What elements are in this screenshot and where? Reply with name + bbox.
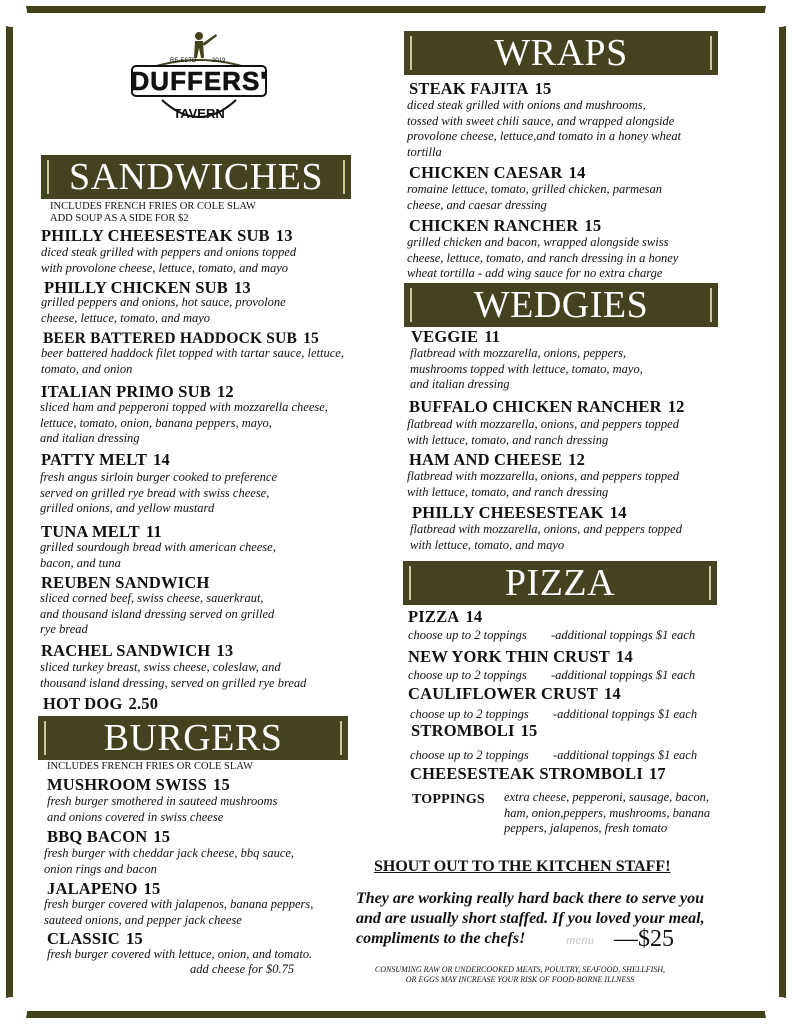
item-name: PHILLY CHEESESTEAK [412, 503, 604, 522]
item-description: sliced ham and pepperoni topped with mozzarella cheese, lettuce, tomato, onion, banana peppers, mayo, and italian dressing [40, 400, 328, 445]
item-price: 15 [213, 775, 230, 794]
item-price: 17 [648, 764, 666, 783]
burgers-banner [38, 716, 348, 760]
item-description: fresh burger covered with jalapenos, banana peppers, sauteed onions, and pepper jack cheese [44, 897, 314, 927]
item-name: HAM AND CHEESE [409, 450, 563, 469]
pizza-toppings-note: choose up to 2 toppings [408, 628, 527, 642]
burgers-addon: add cheese for $0.75 [190, 962, 295, 976]
logo-subtitle: TAVERN [173, 106, 225, 121]
menu-item-new-york-thin-crust [408, 648, 633, 666]
menu-item-steak-fajita [409, 80, 552, 98]
item-name: RACHEL SANDWICH [41, 641, 211, 660]
menu-item-patty-melt [41, 451, 170, 469]
toppings-label: TOPPINGS [412, 792, 485, 807]
menu-item-stromboli [411, 722, 537, 740]
menu-item-pizza [408, 608, 482, 626]
menu-item-mushroom-swiss [47, 776, 230, 794]
sandwiches-title: SANDWICHES [68, 156, 324, 198]
item-name: BUFFALO CHICKEN RANCHER [409, 397, 662, 416]
item-name: BEER BATTERED HADDOCK SUB [43, 330, 298, 347]
burgers-note: INCLUDES FRENCH FRIES OR COLE SLAW [47, 761, 253, 772]
item-description: flatbread with mozzarella, onions, and peppers topped with lettuce, tomato, and ranch dressing [407, 469, 679, 499]
item-name: CHICKEN CAESAR [409, 163, 563, 182]
menu-item-jalapeno [47, 880, 160, 898]
item-price: 15 [520, 721, 538, 740]
item-name: PHILLY CHICKEN SUB [44, 278, 228, 297]
watermark: menu [566, 932, 595, 947]
item-price: 14 [153, 450, 170, 469]
item-description: flatbread with mozzarella, onions, peppers, mushrooms topped with lettuce, tomato, mayo, and italian dressing [410, 346, 643, 391]
logo-est-left: RE-ESTD [170, 58, 197, 64]
item-description: beer battered haddock filet topped with tartar sauce, lettuce, tomato, and onion [41, 346, 344, 376]
item-price: 15 [534, 79, 552, 98]
item-price: 14 [568, 163, 586, 182]
pizza-extra-toppings-note: -additional toppings $1 each [553, 748, 698, 762]
item-price: 15 [125, 929, 143, 948]
item-price: 14 [465, 607, 483, 626]
item-name: PIZZA [408, 607, 460, 626]
item-name: ITALIAN PRIMO SUB [41, 382, 211, 401]
golfer-icon [194, 32, 217, 58]
sandwiches-note: ADD SOUP AS A SIDE FOR $2 [50, 213, 189, 224]
item-name: JALAPENO [47, 879, 138, 898]
menu-item-philly-cheesesteak-wedgie [412, 504, 627, 522]
toppings-list: extra cheese, pepperoni, sausage, bacon, ham, onion,peppers, mushrooms, banana peppers, jalapenos, fresh tomato [504, 790, 711, 835]
menu-item-italian-primo-sub [41, 383, 234, 401]
menu-item-bbq-bacon [47, 828, 170, 846]
shout-out-heading: SHOUT OUT TO THE KITCHEN STAFF! [374, 858, 671, 875]
item-description: diced steak grilled with onions and mushrooms, tossed with sweet chili sauce, and wrapped alongside provolone cheese, lettuce,and tomato in a honey wheat tortilla [407, 98, 682, 159]
menu-item-classic [47, 930, 143, 948]
item-name: HOT DOG [43, 694, 123, 713]
pizza-banner [403, 561, 717, 605]
item-description: sliced corned beef, swiss cheese, sauerkraut, and thousand island dressing served on grilled rye bread [40, 591, 275, 636]
menu-item-chicken-caesar [409, 164, 586, 182]
item-price: 2.50 [128, 694, 159, 713]
item-description: grilled chicken and bacon, wrapped alongside swiss cheese, lettuce, tomato, and ranch dressing in a honey wheat tortilla - add wing sauce for no extra charge [407, 235, 679, 280]
pizza-title: PIZZA [504, 562, 616, 604]
item-price: 15 [584, 216, 602, 235]
item-name: STEAK FAJITA [409, 79, 529, 98]
item-name: CAULIFLOWER CRUST [408, 684, 598, 703]
pizza-extra-toppings-note: -additional toppings $1 each [551, 668, 696, 682]
item-name: NEW YORK THIN CRUST [408, 647, 610, 666]
menu-item-cheesesteak-stromboli [410, 765, 666, 783]
pizza-toppings-note: choose up to 2 toppings [410, 707, 529, 721]
item-description: sliced turkey breast, swiss cheese, coleslaw, and thousand island dressing, served on grilled rye bread [40, 660, 307, 690]
item-price: 12 [568, 450, 586, 469]
price-tag: —$25 [614, 926, 674, 952]
menu-item-veggie [411, 328, 500, 346]
pizza-extra-toppings-note: -additional toppings $1 each [551, 628, 696, 642]
item-name: STROMBOLI [411, 721, 515, 740]
menu-item-rachel-sandwich [41, 642, 233, 660]
menu-item-chicken-rancher [409, 217, 601, 235]
item-name: CHICKEN RANCHER [409, 216, 579, 235]
item-price: 15 [143, 879, 161, 898]
item-price: 15 [303, 330, 319, 347]
logo-est-right: 2019 [212, 58, 226, 64]
item-name: MUSHROOM SWISS [47, 775, 208, 794]
menu-item-ham-and-cheese [409, 451, 585, 469]
wraps-title: WRAPS [494, 32, 628, 74]
item-price: 14 [616, 647, 633, 666]
sandwiches-banner [41, 155, 351, 199]
sandwiches-note: INCLUDES FRENCH FRIES OR COLE SLAW [50, 201, 256, 212]
item-price: 13 [233, 278, 251, 297]
pizza-toppings-note: choose up to 2 toppings [408, 668, 527, 682]
item-name: VEGGIE [411, 327, 479, 346]
item-price: 15 [153, 827, 171, 846]
item-description: romaine lettuce, tomato, grilled chicken, parmesan cheese, and caesar dressing [407, 182, 663, 212]
item-description: fresh burger covered with lettuce, onion, and tomato. [47, 947, 313, 961]
food-safety-disclaimer: CONSUMING RAW OR UNDERCOOKED MEATS, POULTRY, SEAFOOD, SHELLFISH, OR EGGS MAY INCREASE YOUR RISK OF FOOD-BORNE ILLNESS [374, 965, 666, 984]
pizza-toppings-note: choose up to 2 toppings [410, 748, 529, 762]
wedgies-title: WEDGIES [473, 284, 649, 326]
item-description: diced steak grilled with peppers and onions topped with provolone cheese, lettuce, tomato, and mayo [41, 245, 297, 275]
menu-item-buffalo-chicken-rancher [409, 398, 685, 416]
item-price: 14 [609, 503, 627, 522]
item-name: CHEESESTEAK STROMBOLI [410, 764, 643, 783]
menu-item-hot-dog [43, 695, 158, 713]
item-description: flatbread with mozzarella, onions, and peppers topped with lettuce, tomato, and mayo [410, 522, 682, 552]
item-price: 13 [275, 226, 293, 245]
menu-item-cauliflower-crust [408, 685, 621, 703]
logo-wordmark: DUFFERS' [130, 66, 268, 96]
item-price: 12 [216, 382, 234, 401]
menu-item-philly-cheesesteak-sub [41, 227, 293, 245]
item-price: 11 [484, 327, 501, 346]
item-price: 14 [603, 684, 621, 703]
shout-out-message: They are working really hard back there to serve you and are usually short staffed. If you loved your meal, compliments to the chefs! [356, 890, 705, 947]
item-description: fresh burger with cheddar jack cheese, bbq sauce, onion rings and bacon [44, 846, 295, 876]
item-description: fresh burger smothered in sauteed mushrooms and onions covered in swiss cheese [47, 794, 278, 824]
item-description: grilled peppers and onions, hot sauce, provolone cheese, lettuce, tomato, and mayo [41, 295, 286, 325]
duffers-tavern-logo [124, 28, 274, 138]
item-description: flatbread with mozzarella, onions, and peppers topped with lettuce, tomato, and ranch dressing [407, 417, 679, 447]
item-name: TUNA MELT [41, 522, 140, 541]
wedgies-banner [404, 283, 718, 327]
menu-item-reuben-sandwich [41, 574, 209, 592]
item-description: fresh angus sirloin burger cooked to preference served on grilled rye bread with swiss cheese, grilled onions, and yellow mustard [40, 470, 277, 515]
item-name: PATTY MELT [41, 450, 148, 469]
wraps-banner [404, 31, 718, 75]
item-name: PHILLY CHEESESTEAK SUB [41, 226, 270, 245]
item-price: 11 [145, 522, 162, 541]
menu-item-tuna-melt [41, 523, 162, 541]
item-price: 13 [216, 641, 234, 660]
item-name: CLASSIC [47, 929, 120, 948]
item-name: REUBEN SANDWICH [41, 573, 210, 592]
burgers-title: BURGERS [103, 717, 283, 759]
item-price: 12 [667, 397, 685, 416]
pizza-extra-toppings-note: -additional toppings $1 each [553, 707, 698, 721]
item-description: grilled sourdough bread with american cheese, bacon, and tuna [40, 540, 276, 570]
item-name: BBQ BACON [47, 827, 148, 846]
